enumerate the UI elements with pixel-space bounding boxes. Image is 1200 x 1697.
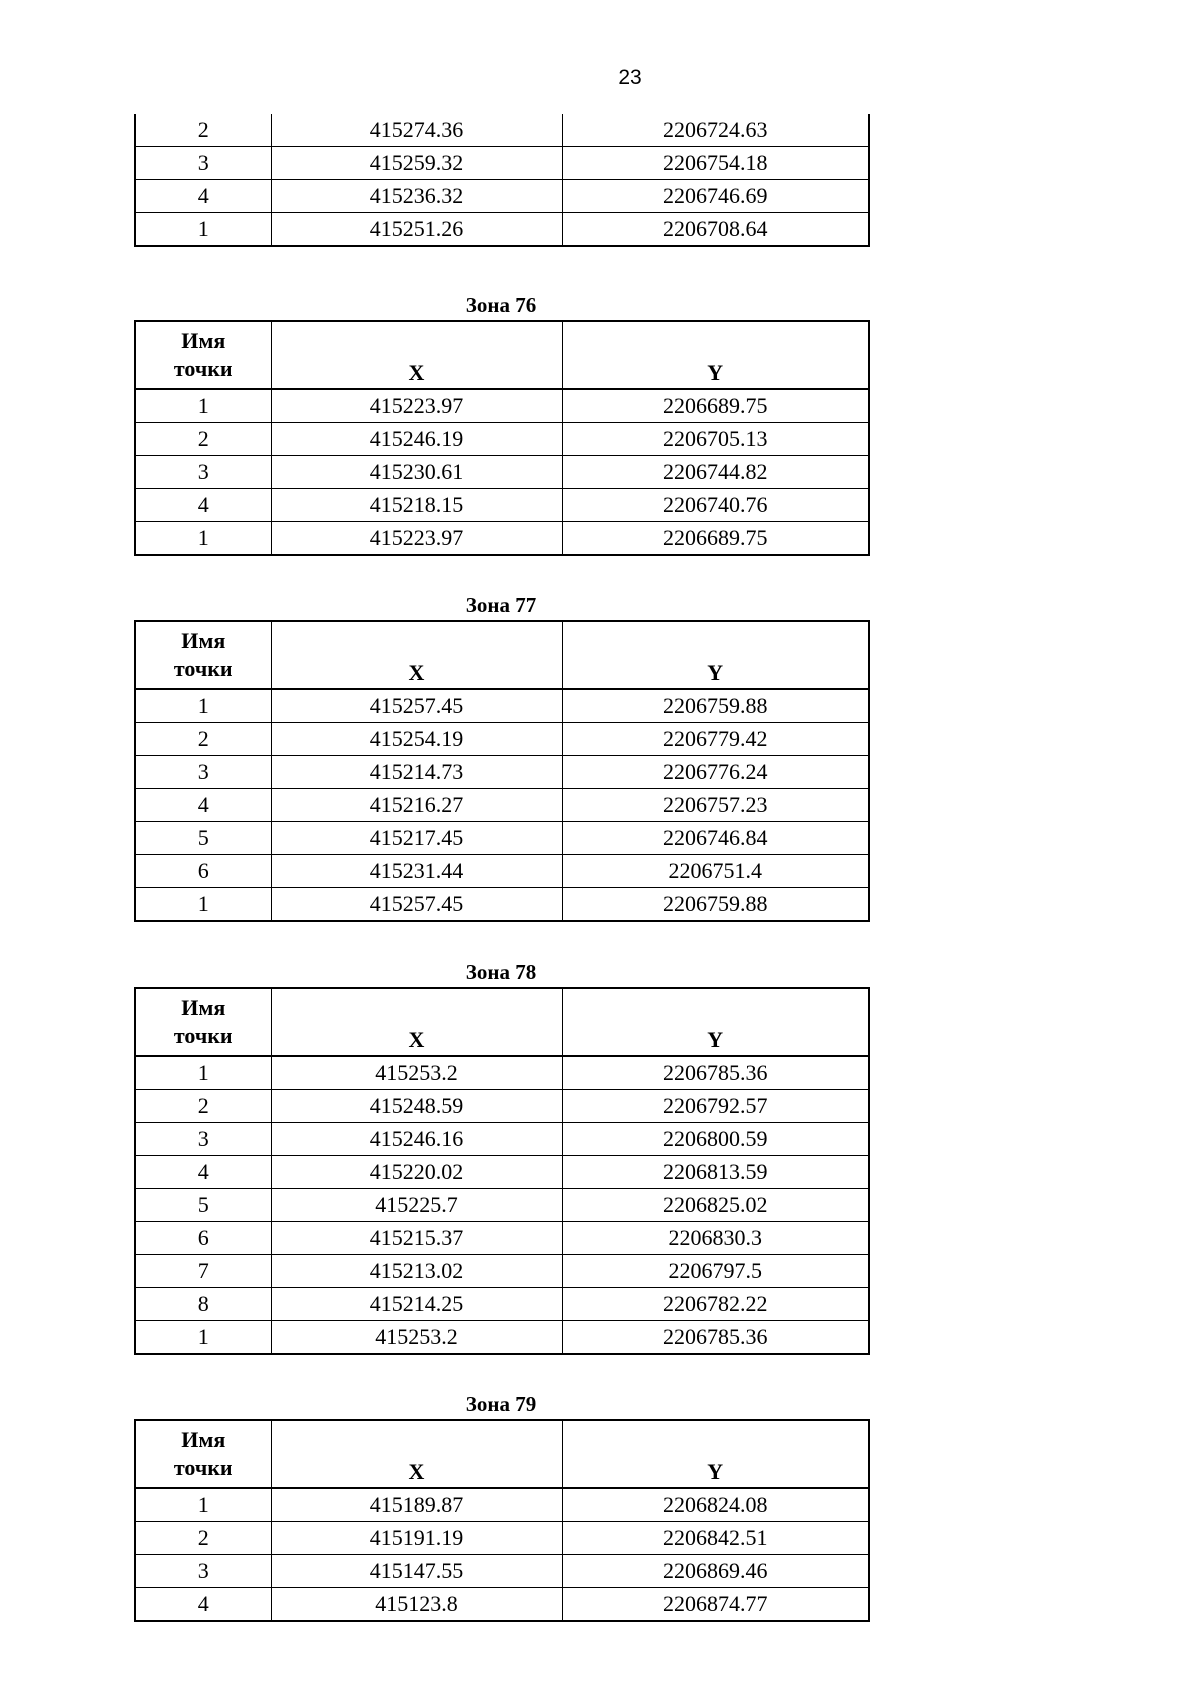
coordinates-table <box>134 987 870 1355</box>
y-cell: 2206824.08 <box>562 1488 869 1522</box>
zone-title: Зона 78 <box>465 960 537 984</box>
table-row <box>135 1222 869 1255</box>
x-header: X <box>271 621 562 689</box>
point-name-cell: 1 <box>135 1488 271 1522</box>
table-row <box>135 423 869 456</box>
point-name-cell: 6 <box>135 855 271 888</box>
y-cell: 2206792.57 <box>562 1090 869 1123</box>
table-header-row <box>135 321 869 389</box>
table-row <box>135 789 869 822</box>
point-name-cell: 2 <box>135 114 271 147</box>
point-name-cell: 1 <box>135 1321 271 1355</box>
point-name-header <box>135 321 271 389</box>
table-row <box>135 1255 869 1288</box>
table-row <box>135 1588 869 1622</box>
x-cell: 415253.2 <box>271 1056 562 1090</box>
zone-title: Зона 79 <box>465 1392 537 1416</box>
coordinates-table <box>134 320 870 556</box>
x-cell: 415246.16 <box>271 1123 562 1156</box>
x-header: X <box>271 321 562 389</box>
table-row <box>135 1522 869 1555</box>
point-name-cell: 6 <box>135 1222 271 1255</box>
point-name-header-line2: точки <box>173 356 233 381</box>
point-name-cell: 2 <box>135 723 271 756</box>
table-row <box>135 489 869 522</box>
table-row <box>135 1488 869 1522</box>
table-header-row <box>135 988 869 1056</box>
x-cell: 415254.19 <box>271 723 562 756</box>
table-row <box>135 1056 869 1090</box>
point-name-header <box>135 988 271 1056</box>
x-cell: 415236.32 <box>271 180 562 213</box>
table-row <box>135 389 869 423</box>
zone-title: Зона 77 <box>465 593 537 617</box>
table-row <box>135 1555 869 1588</box>
y-cell: 2206813.59 <box>562 1156 869 1189</box>
point-name-header-line1: Имя <box>181 1427 226 1452</box>
point-name-cell: 1 <box>135 213 271 247</box>
y-header: Y <box>562 621 869 689</box>
table-row <box>135 522 869 556</box>
point-name-cell: 4 <box>135 789 271 822</box>
y-cell: 2206689.75 <box>562 389 869 423</box>
point-name-cell: 7 <box>135 1255 271 1288</box>
table-row <box>135 456 869 489</box>
y-cell: 2206800.59 <box>562 1123 869 1156</box>
y-cell: 2206746.84 <box>562 822 869 855</box>
point-name-cell: 4 <box>135 489 271 522</box>
point-name-header-line2: точки <box>173 1455 233 1480</box>
table-row <box>135 180 869 213</box>
y-cell: 2206754.18 <box>562 147 869 180</box>
x-cell: 415251.26 <box>271 213 562 247</box>
continued-table <box>134 114 868 247</box>
x-cell: 415259.32 <box>271 147 562 180</box>
x-cell: 415214.73 <box>271 756 562 789</box>
point-name-cell: 4 <box>135 180 271 213</box>
point-name-header-line1: Имя <box>181 995 226 1020</box>
coordinates-table <box>134 114 870 247</box>
y-cell: 2206779.42 <box>562 723 869 756</box>
y-cell: 2206757.23 <box>562 789 869 822</box>
x-cell: 415257.45 <box>271 689 562 723</box>
table-row <box>135 1321 869 1355</box>
y-cell: 2206825.02 <box>562 1189 869 1222</box>
coordinates-table <box>134 620 870 922</box>
y-cell: 2206744.82 <box>562 456 869 489</box>
y-cell: 2206740.76 <box>562 489 869 522</box>
x-cell: 415147.55 <box>271 1555 562 1588</box>
table-header-row <box>135 621 869 689</box>
point-name-cell: 1 <box>135 389 271 423</box>
y-cell: 2206708.64 <box>562 213 869 247</box>
point-name-header-line2: точки <box>173 656 233 681</box>
y-cell: 2206869.46 <box>562 1555 869 1588</box>
page-number: 23 <box>618 66 642 89</box>
point-name-header-line1: Имя <box>181 628 226 653</box>
x-cell: 415223.97 <box>271 522 562 556</box>
point-name-cell: 1 <box>135 522 271 556</box>
x-cell: 415214.25 <box>271 1288 562 1321</box>
point-name-cell: 4 <box>135 1156 271 1189</box>
table-row <box>135 147 869 180</box>
point-name-cell: 3 <box>135 456 271 489</box>
point-name-header-line2: точки <box>173 1023 233 1048</box>
x-cell: 415220.02 <box>271 1156 562 1189</box>
y-cell: 2206874.77 <box>562 1588 869 1622</box>
point-name-cell: 2 <box>135 1522 271 1555</box>
table-row <box>135 213 869 247</box>
table-row <box>135 855 869 888</box>
zone-section <box>134 590 868 922</box>
y-cell: 2206759.88 <box>562 689 869 723</box>
point-name-cell: 1 <box>135 1056 271 1090</box>
table-row <box>135 1156 869 1189</box>
y-cell: 2206751.4 <box>562 855 869 888</box>
continued-rows <box>135 114 869 246</box>
table-header-row <box>135 1420 869 1488</box>
y-cell: 2206689.75 <box>562 522 869 556</box>
point-name-header <box>135 1420 271 1488</box>
x-header: X <box>271 1420 562 1488</box>
point-name-cell: 4 <box>135 1588 271 1622</box>
x-cell: 415218.15 <box>271 489 562 522</box>
point-name-cell: 2 <box>135 1090 271 1123</box>
x-cell: 415217.45 <box>271 822 562 855</box>
point-name-header-line1: Имя <box>181 328 226 353</box>
zone-title: Зона 76 <box>465 293 537 317</box>
table-row <box>135 1288 869 1321</box>
point-name-cell: 5 <box>135 822 271 855</box>
y-cell: 2206759.88 <box>562 888 869 922</box>
x-cell: 415231.44 <box>271 855 562 888</box>
table-row <box>135 888 869 922</box>
y-header: Y <box>562 321 869 389</box>
x-cell: 415253.2 <box>271 1321 562 1355</box>
x-cell: 415216.27 <box>271 789 562 822</box>
x-cell: 415274.36 <box>271 114 562 147</box>
x-cell: 415215.37 <box>271 1222 562 1255</box>
table-row <box>135 1090 869 1123</box>
x-cell: 415189.87 <box>271 1488 562 1522</box>
point-name-cell: 3 <box>135 756 271 789</box>
point-name-cell: 2 <box>135 423 271 456</box>
y-cell: 2206785.36 <box>562 1321 869 1355</box>
x-cell: 415123.8 <box>271 1588 562 1622</box>
y-cell: 2206842.51 <box>562 1522 869 1555</box>
y-cell: 2206785.36 <box>562 1056 869 1090</box>
x-cell: 415248.59 <box>271 1090 562 1123</box>
x-cell: 415223.97 <box>271 389 562 423</box>
point-name-cell: 3 <box>135 1123 271 1156</box>
table-row <box>135 756 869 789</box>
x-cell: 415230.61 <box>271 456 562 489</box>
y-cell: 2206705.13 <box>562 423 869 456</box>
table-row <box>135 1189 869 1222</box>
x-cell: 415213.02 <box>271 1255 562 1288</box>
y-cell: 2206746.69 <box>562 180 869 213</box>
table-row <box>135 1123 869 1156</box>
y-cell: 2206797.5 <box>562 1255 869 1288</box>
y-cell: 2206782.22 <box>562 1288 869 1321</box>
coordinates-table <box>134 1419 870 1622</box>
table-row <box>135 114 869 147</box>
zone-section <box>134 957 868 1355</box>
y-cell: 2206776.24 <box>562 756 869 789</box>
table-row <box>135 689 869 723</box>
table-row <box>135 723 869 756</box>
y-cell: 2206724.63 <box>562 114 869 147</box>
x-cell: 415225.7 <box>271 1189 562 1222</box>
zone-section <box>134 290 868 556</box>
y-header: Y <box>562 988 869 1056</box>
x-cell: 415246.19 <box>271 423 562 456</box>
zone-section <box>134 1389 868 1622</box>
point-name-header <box>135 621 271 689</box>
point-name-cell: 5 <box>135 1189 271 1222</box>
point-name-cell: 3 <box>135 147 271 180</box>
point-name-cell: 1 <box>135 888 271 922</box>
point-name-cell: 8 <box>135 1288 271 1321</box>
point-name-cell: 3 <box>135 1555 271 1588</box>
x-header: X <box>271 988 562 1056</box>
x-cell: 415191.19 <box>271 1522 562 1555</box>
x-cell: 415257.45 <box>271 888 562 922</box>
y-header: Y <box>562 1420 869 1488</box>
point-name-cell: 1 <box>135 689 271 723</box>
table-row <box>135 822 869 855</box>
y-cell: 2206830.3 <box>562 1222 869 1255</box>
